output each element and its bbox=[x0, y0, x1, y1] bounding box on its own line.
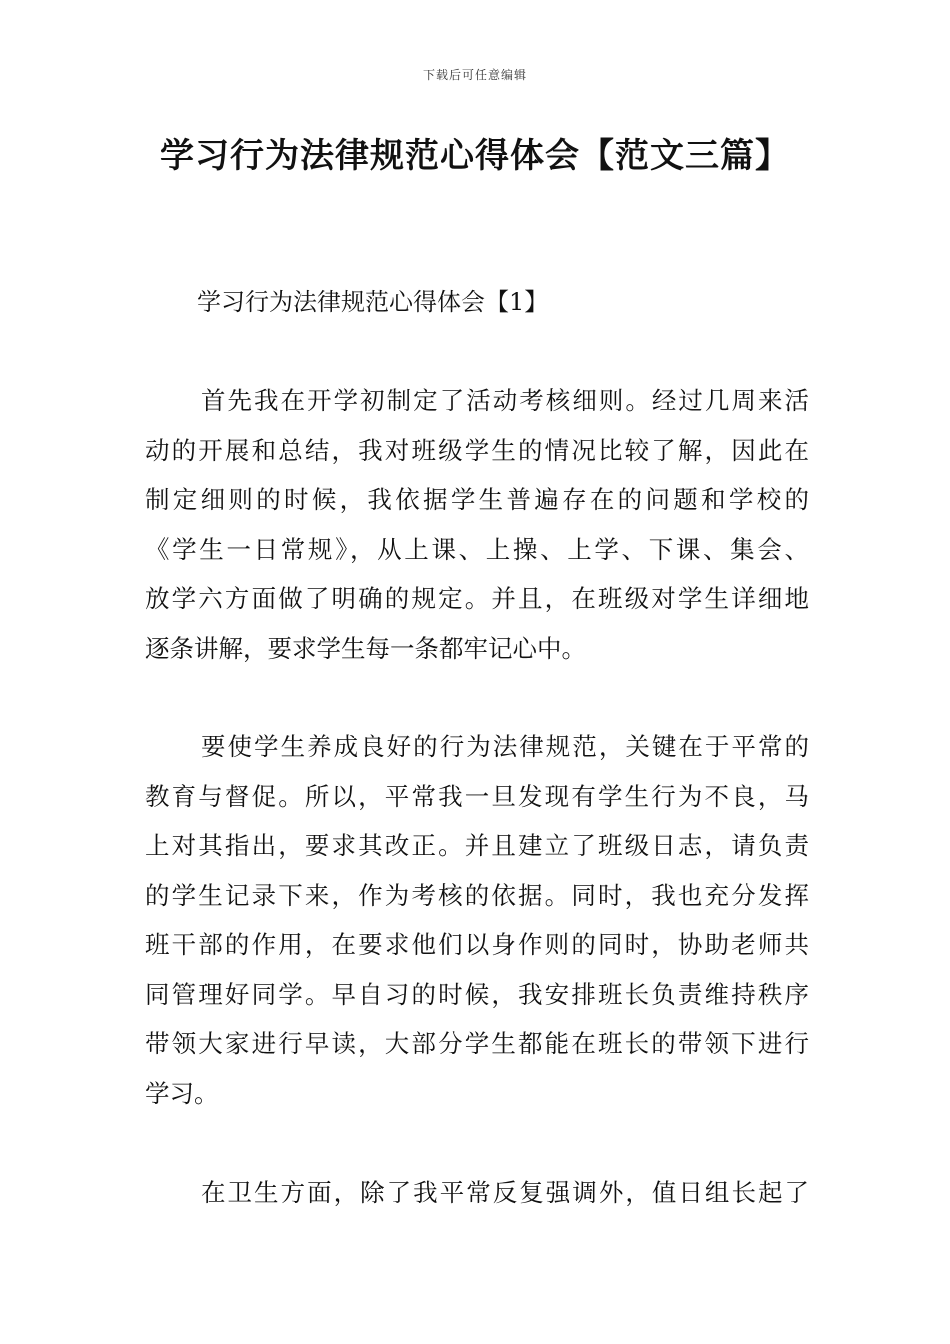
paragraph-line: 带领大家进行早读，大部分学生都能在班长的带领下进行 bbox=[145, 1029, 809, 1058]
paragraph-line: 同管理好同学。早自习的时候，我安排班长负责维持秩序 bbox=[145, 979, 809, 1009]
paragraph-line: 动的开展和总结，我对班级学生的情况比较了解，因此在 bbox=[145, 435, 809, 465]
paragraph-line: 逐条讲解，要求学生每一条都牢记心中。 bbox=[145, 633, 586, 663]
document-title: 学习行为法律规范心得体会【范文三篇】 bbox=[160, 136, 790, 176]
paragraph-line: 上对其指出，要求其改正。并且建立了班级日志，请负责 bbox=[145, 831, 809, 860]
paragraph-line: 在卫生方面，除了我平常反复强调外，值日组长起了 bbox=[201, 1178, 809, 1207]
paragraph-line: 要使学生养成良好的行为法律规范，关键在于平常的 bbox=[201, 732, 809, 761]
paragraph-line: 教育与督促。所以，平常我一旦发现有学生行为不良，马 bbox=[145, 781, 809, 811]
paragraph-line: 制定细则的时候，我依据学生普遍存在的问题和学校的 bbox=[145, 485, 809, 514]
paragraph-line: 学习。 bbox=[145, 1078, 219, 1108]
paragraph-line: 放学六方面做了明确的规定。并且，在班级对学生详细地 bbox=[145, 584, 809, 613]
paragraph-line: 《学生一日常规》，从上课、上操、上学、下课、集会、 bbox=[145, 534, 809, 564]
paragraph-2 bbox=[145, 722, 809, 1118]
section-heading: 学习行为法律规范心得体会【1】 bbox=[197, 288, 549, 316]
paragraph-line: 首先我在开学初制定了活动考核细则。经过几周来活 bbox=[201, 386, 809, 415]
paragraph-line: 的学生记录下来，作为考核的依据。同时，我也充分发挥 bbox=[145, 880, 809, 910]
paragraph-line: 班干部的作用，在要求他们以身作则的同时，协助老师共 bbox=[145, 930, 809, 959]
paragraph-3 bbox=[145, 1168, 809, 1218]
paragraph-1 bbox=[145, 376, 809, 673]
header-note: 下载后可任意编辑 bbox=[422, 68, 527, 82]
